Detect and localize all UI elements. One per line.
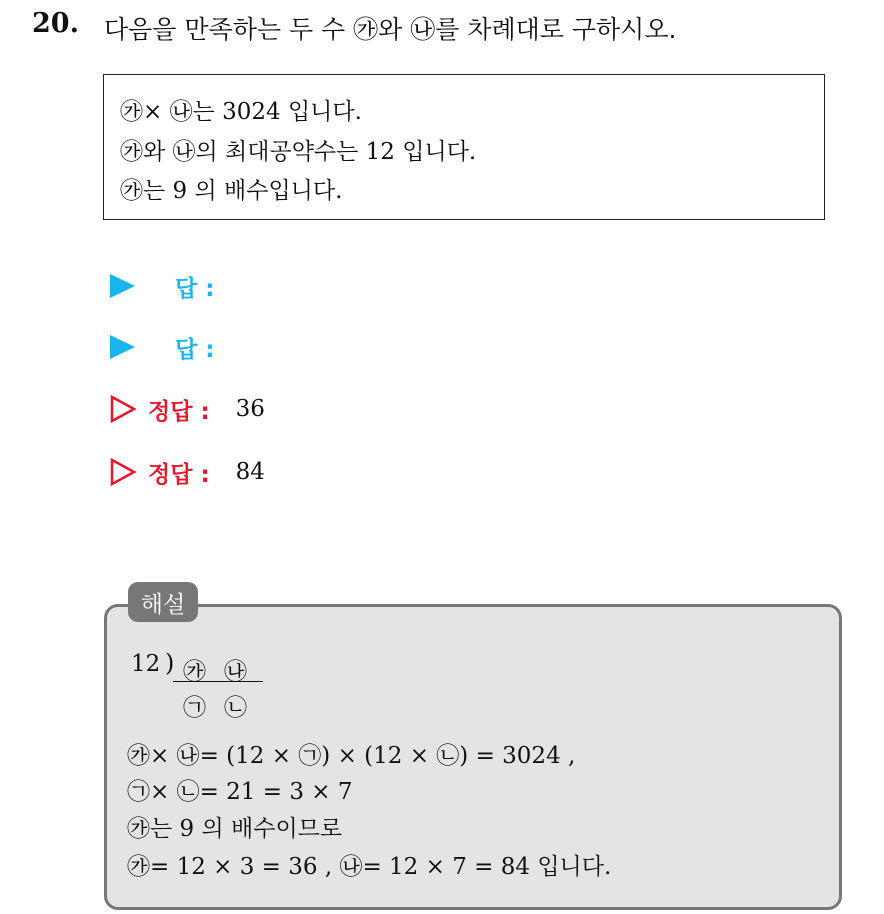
condition-line: ㉮× ㉯는 3024 입니다. xyxy=(120,99,362,125)
answer-label: 답 : xyxy=(175,336,215,363)
filled-triangle-icon xyxy=(110,335,135,359)
division-divisor: 12 xyxy=(131,651,161,677)
explanation-line: ㉮는 9 의 배수이므로 xyxy=(127,816,343,842)
filled-triangle-icon xyxy=(110,274,135,298)
conditions-box xyxy=(103,74,825,220)
answer-key-2 xyxy=(110,454,265,490)
circled-giyeok: ㉠ xyxy=(183,695,206,721)
key-value: 84 xyxy=(235,459,265,485)
answer-label: 답 : xyxy=(175,275,215,302)
explanation-box xyxy=(104,604,842,910)
circled-nieun: ㉡ xyxy=(224,695,247,721)
key-label: 정답 : xyxy=(148,461,210,488)
explanation-line: ㉮= 12 × 3 = 36 , ㉯= 12 × 7 = 84 입니다. xyxy=(127,854,612,880)
condition-line: ㉮는 9 의 배수입니다. xyxy=(120,178,343,204)
answer-key-1 xyxy=(110,391,265,427)
answer-blank-2 xyxy=(110,329,214,365)
question-text: 다음을 만족하는 두 수 ㉮와 ㉯를 차례대로 구하시오. xyxy=(104,15,677,44)
question-number: 20. xyxy=(32,8,79,39)
explanation-tag: 해설 xyxy=(128,582,198,622)
condition-line: ㉮와 ㉯의 최대공약수는 12 입니다. xyxy=(120,139,477,165)
outline-triangle-icon xyxy=(110,458,136,486)
circled-na: ㉯ xyxy=(224,659,247,685)
answer-blank-1 xyxy=(110,268,214,304)
circled-ga: ㉮ xyxy=(183,659,206,685)
explanation-line: ㉮× ㉯= (12 × ㉠) × (12 × ㉡) = 3024 , xyxy=(127,743,576,769)
division-top xyxy=(183,653,247,686)
key-label: 정답 : xyxy=(148,398,210,425)
explanation-line: ㉠× ㉡= 21 = 3 × 7 xyxy=(127,779,353,805)
division-bottom xyxy=(183,689,247,722)
outline-triangle-icon xyxy=(110,395,136,423)
key-value: 36 xyxy=(235,396,265,422)
division-bracket: ) xyxy=(165,649,175,677)
